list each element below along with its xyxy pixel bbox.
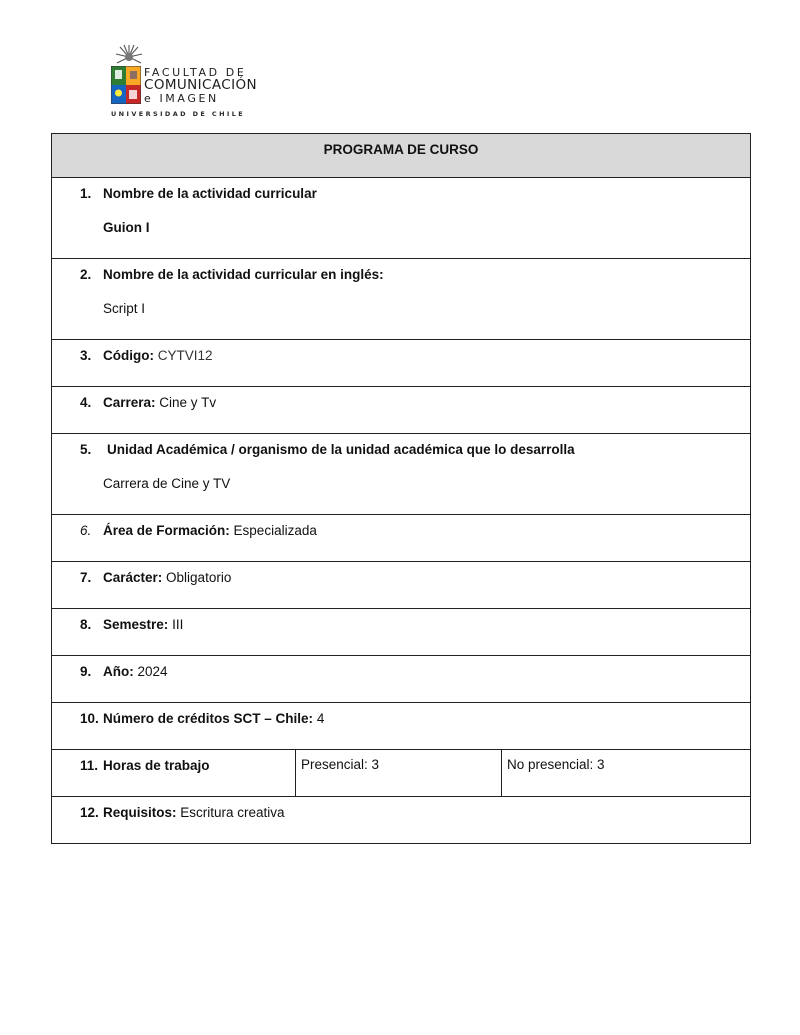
presencial-hours: Presencial: 3 — [296, 750, 502, 797]
item-label: Año: — [103, 664, 134, 679]
table-row — [52, 703, 751, 750]
item-value: Carrera de Cine y TV — [103, 476, 231, 491]
item-label: Nombre de la actividad curricular — [103, 186, 317, 201]
item-number: 12. — [80, 805, 99, 820]
item-number: 9. — [80, 664, 92, 679]
item-number: 4. — [80, 395, 92, 410]
item-number: 2. — [80, 267, 92, 282]
item-number: 5. — [80, 442, 92, 457]
item-label: Carrera: — [103, 395, 156, 410]
university-shield-icon — [111, 66, 141, 104]
course-program-table — [51, 133, 751, 844]
table-row — [52, 750, 751, 797]
item-value: 4 — [316, 711, 325, 726]
logo-line-1: FACULTAD DE — [144, 66, 247, 79]
item-number: 6. — [80, 523, 92, 538]
table-row — [52, 387, 751, 434]
logo-line-3: e IMAGEN — [144, 92, 219, 105]
item-number: 7. — [80, 570, 92, 585]
item-value: Script I — [103, 301, 146, 316]
no-presencial-hours: No presencial: 3 — [502, 750, 751, 797]
logo-university: UNIVERSIDAD DE CHILE — [111, 110, 246, 118]
item-label: Requisitos: — [103, 805, 177, 820]
table-row — [52, 259, 751, 340]
table-row — [52, 434, 751, 515]
item-value: Obligatorio — [166, 570, 232, 585]
item-value: Escritura creativa — [180, 805, 285, 820]
table-title: PROGRAMA DE CURSO — [52, 134, 751, 178]
item-value: III — [172, 617, 184, 632]
table-row — [52, 609, 751, 656]
item-value: Cine y Tv — [159, 395, 217, 410]
logo-line-2: COMUNICACIÓN — [144, 77, 258, 93]
item-label: Unidad Académica / organismo de la unidad académica que lo desarrolla — [107, 442, 575, 457]
item-number: 1. — [80, 186, 92, 201]
item-label: Nombre de la actividad curricular en inglés: — [103, 267, 384, 282]
item-value: 2024 — [137, 664, 168, 679]
item-number: 11. — [80, 758, 99, 773]
item-label: Horas de trabajo — [103, 758, 210, 773]
table-row — [52, 515, 751, 562]
table-row — [52, 562, 751, 609]
item-label: Código: — [103, 348, 154, 363]
item-label: Área de Formación: — [103, 523, 230, 538]
faculty-logo — [108, 44, 258, 122]
item-number: 3. — [80, 348, 92, 363]
table-row — [52, 797, 751, 844]
table-row — [52, 656, 751, 703]
item-label: Carácter: — [103, 570, 163, 585]
item-label: Semestre: — [103, 617, 169, 632]
item-number: 8. — [80, 617, 92, 632]
table-row — [52, 178, 751, 259]
item-number: 10. — [80, 711, 99, 726]
item-label: Número de créditos SCT – Chile: — [103, 711, 314, 726]
table-row — [52, 340, 751, 387]
item-value: CYTVI12 — [157, 348, 213, 363]
item-value: Guion I — [103, 220, 150, 235]
item-value: Especializada — [233, 523, 317, 538]
